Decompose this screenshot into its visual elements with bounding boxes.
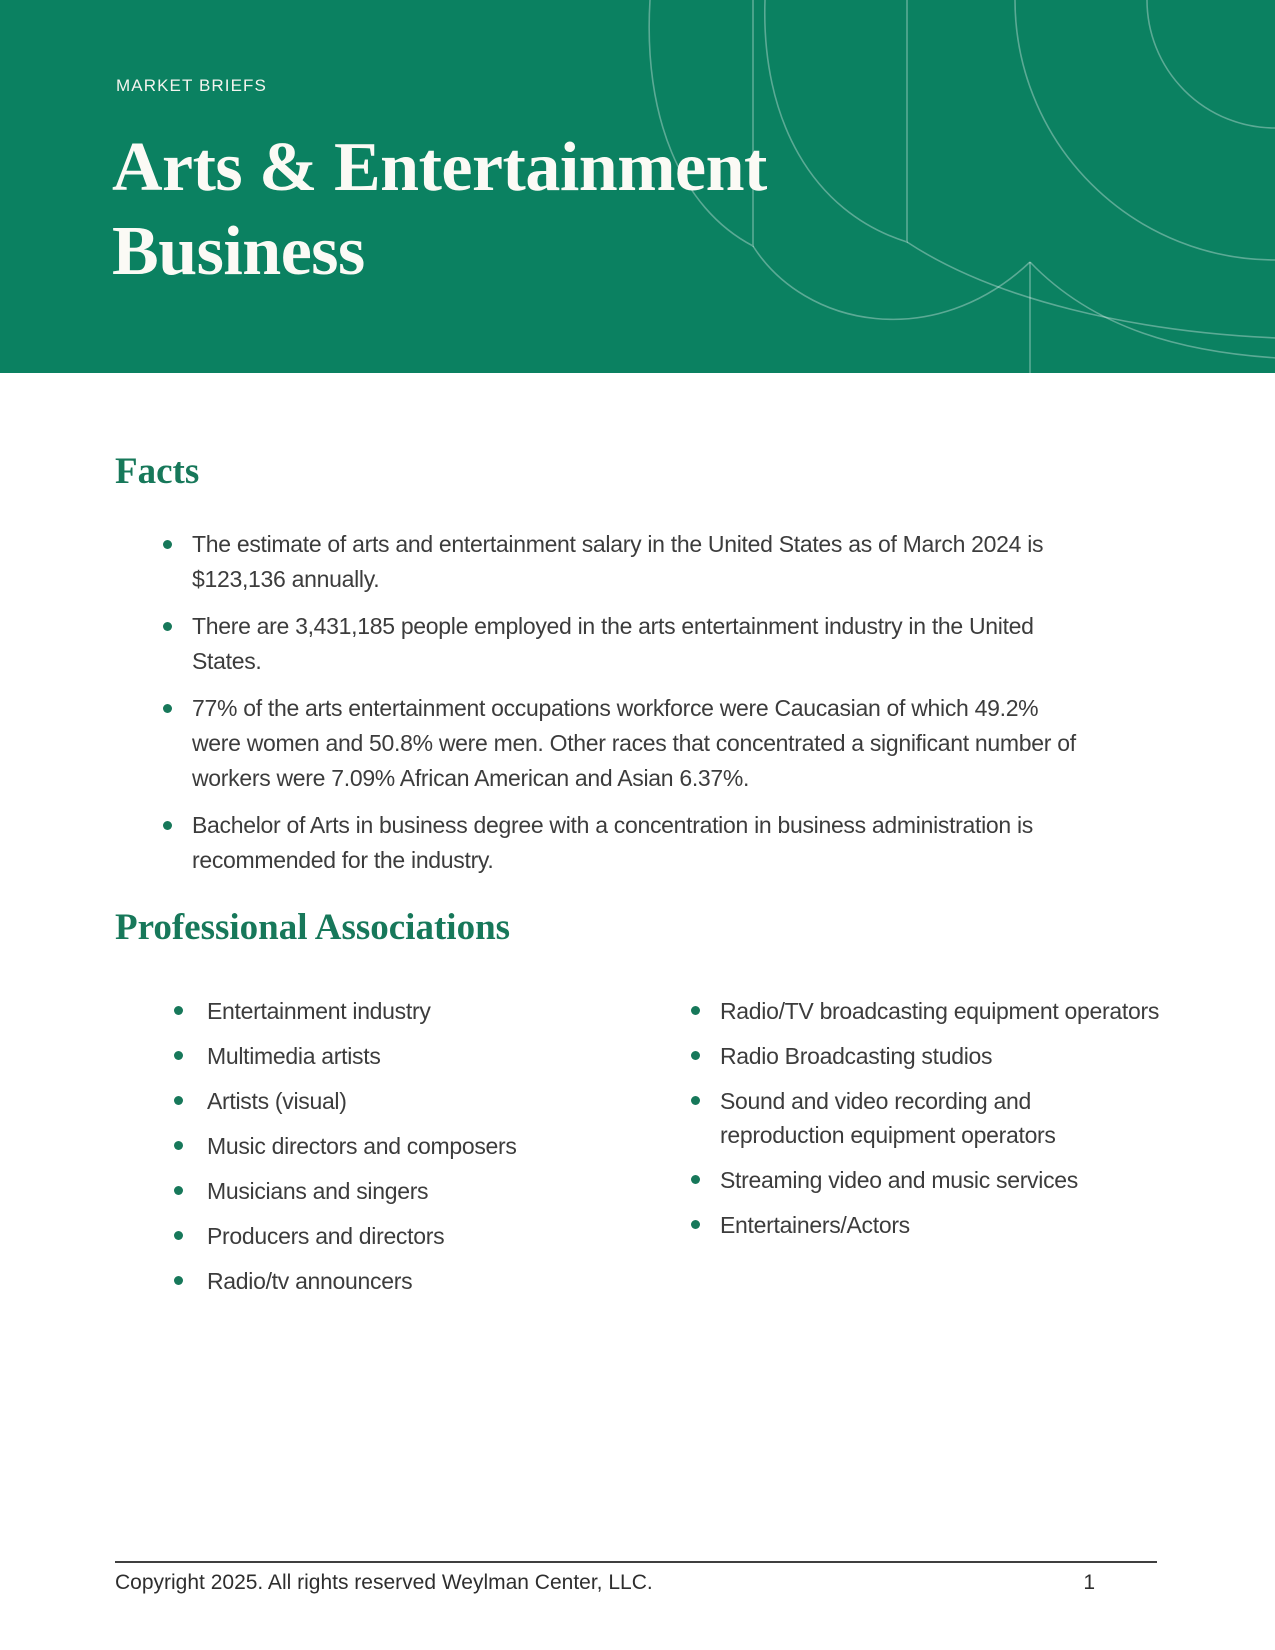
fact-item <box>115 808 1077 878</box>
page-title-line2: Business <box>112 213 365 290</box>
association-item <box>691 1163 1160 1197</box>
fact-text: 77% of the arts entertainment occupations workforce were Caucasian of which 49.2% were women and 50.8% were men. Other races that concentrated a significant number of workers were 7.09% African American and Asian 6.37%. <box>192 695 1076 791</box>
association-item <box>115 1219 691 1253</box>
facts-list <box>115 527 1077 878</box>
page-title-line1: Arts & Entertainment <box>112 129 767 206</box>
association-text: Streaming video and music services <box>720 1167 1078 1193</box>
association-item <box>691 1039 1160 1073</box>
fact-item <box>115 527 1077 597</box>
bullet-icon <box>163 622 172 631</box>
association-item <box>115 1039 691 1073</box>
bullet-icon <box>174 1006 183 1015</box>
association-text: Entertainment industry <box>207 998 431 1024</box>
bullet-icon <box>163 540 172 549</box>
association-text: Music directors and composers <box>207 1133 517 1159</box>
association-item <box>115 1084 691 1118</box>
associations-column-right <box>691 994 1160 1309</box>
page-footer <box>115 1561 1157 1595</box>
bullet-icon <box>174 1276 183 1285</box>
fact-item <box>115 691 1077 796</box>
bullet-icon <box>691 1006 700 1015</box>
association-item <box>691 1208 1160 1242</box>
associations-heading: Professional Associations <box>115 907 511 948</box>
bullet-icon <box>691 1096 700 1105</box>
bullet-icon <box>174 1096 183 1105</box>
association-text: Radio/tv announcers <box>207 1268 413 1294</box>
bullet-icon <box>691 1175 700 1184</box>
association-text: Sound and video recording and reproduction equipment operators <box>720 1088 1056 1148</box>
fact-text: There are 3,431,185 people employed in the arts entertainment industry in the United States. <box>192 613 1034 674</box>
bullet-icon <box>691 1220 700 1229</box>
page-number: 1 <box>1083 1571 1095 1594</box>
association-item <box>115 1264 691 1298</box>
bullet-icon <box>174 1051 183 1060</box>
association-item <box>115 1174 691 1208</box>
association-item <box>691 994 1160 1028</box>
association-text: Artists (visual) <box>207 1088 347 1114</box>
main-content <box>0 450 1275 1309</box>
copyright-text: Copyright 2025. All rights reserved Weylman Center, LLC. <box>115 1571 653 1594</box>
association-item <box>691 1084 1160 1152</box>
header-band <box>0 0 1275 373</box>
association-text: Entertainers/Actors <box>720 1212 910 1238</box>
fact-text: Bachelor of Arts in business degree with a concentration in business administration is recommended for the industry. <box>192 812 1034 873</box>
bullet-icon <box>163 704 172 713</box>
associations-column-left <box>115 994 691 1309</box>
association-item <box>115 994 691 1028</box>
fact-text: The estimate of arts and entertainment salary in the United States as of March 2024 is $123,136 annually. <box>192 531 1044 592</box>
bullet-icon <box>174 1186 183 1195</box>
association-text: Radio/TV broadcasting equipment operators <box>720 998 1160 1024</box>
eyebrow-label: MARKET BRIEFS <box>116 76 267 95</box>
association-text: Musicians and singers <box>207 1178 429 1204</box>
association-item <box>115 1129 691 1163</box>
bullet-icon <box>174 1141 183 1150</box>
bullet-icon <box>174 1231 183 1240</box>
associations-columns <box>115 994 1160 1309</box>
associations-list-left <box>115 994 691 1298</box>
association-text: Radio Broadcasting studios <box>720 1043 993 1069</box>
association-text: Producers and directors <box>207 1223 445 1249</box>
bullet-icon <box>691 1051 700 1060</box>
page-title <box>112 126 767 294</box>
bullet-icon <box>163 821 172 830</box>
association-text: Multimedia artists <box>207 1043 381 1069</box>
facts-heading: Facts <box>115 451 200 492</box>
associations-list-right <box>691 994 1160 1242</box>
fact-item <box>115 609 1077 679</box>
